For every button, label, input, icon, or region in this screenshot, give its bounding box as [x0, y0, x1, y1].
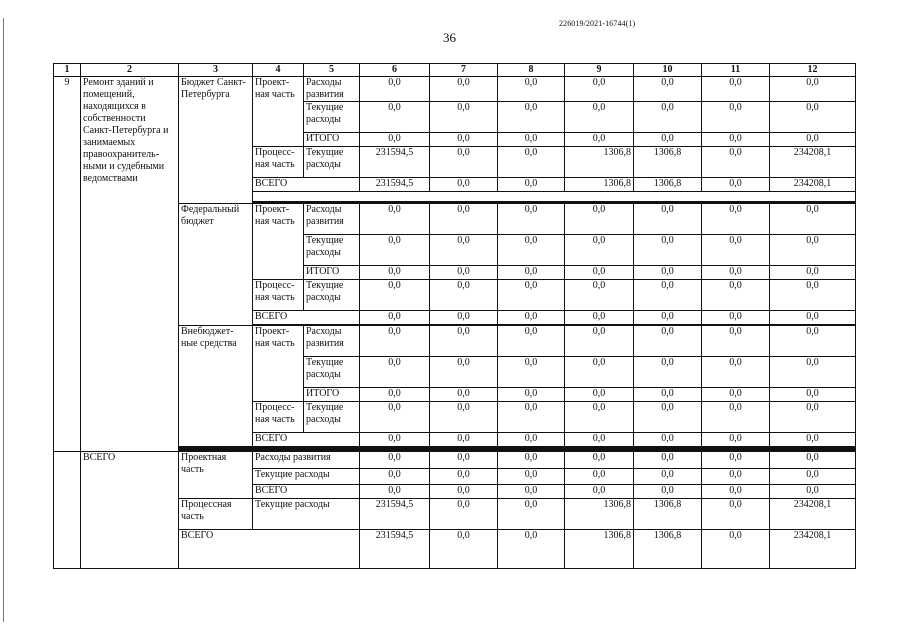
value-cell: 0,0 [634, 388, 702, 402]
value-cell: 0,0 [498, 452, 565, 469]
value-cell: 0,0 [634, 133, 702, 147]
value-cell: 0,0 [702, 280, 770, 311]
value-cell: 0,0 [634, 102, 702, 133]
current-expenses-label: Текущие расходы [253, 499, 360, 530]
value-cell: 0,0 [565, 235, 634, 266]
value-cell: 0,0 [498, 357, 565, 388]
value-cell: 0,0 [430, 485, 498, 499]
value-cell: 0,0 [565, 204, 634, 235]
row-description: Ремонт зданий и помещений, находящихся в собственности Санкт-Петербурга и занимаемых правоохранитель-ными и судебными ведомствами [81, 77, 179, 452]
vsego-label: ВСЕГО [253, 178, 360, 192]
value-cell: 0,0 [634, 357, 702, 388]
value-cell: 0,0 [702, 77, 770, 102]
value-cell: 0,0 [498, 204, 565, 235]
dev-expenses-label: Расходы развития [253, 452, 360, 469]
value-cell: 0,0 [702, 133, 770, 147]
value-cell: 0,0 [702, 311, 770, 325]
value-cell: 0,0 [430, 147, 498, 178]
page-number: 36 [443, 30, 456, 45]
value-cell: 0,0 [498, 178, 565, 192]
value-cell: 0,0 [565, 311, 634, 325]
header-cell: 5 [304, 64, 360, 77]
project-part-label: Проект-ная часть [253, 77, 304, 147]
value-cell: 0,0 [770, 204, 856, 235]
value-cell: 0,0 [360, 452, 430, 469]
value-cell: 0,0 [360, 102, 430, 133]
value-cell: 0,0 [770, 311, 856, 325]
value-cell: 0,0 [430, 266, 498, 280]
value-cell: 0,0 [634, 469, 702, 485]
value-cell: 0,0 [498, 133, 565, 147]
value-cell: 0,0 [565, 266, 634, 280]
dev-expenses-label: Расходы развития [304, 326, 360, 357]
value-cell: 0,0 [702, 469, 770, 485]
header-cell: 8 [498, 64, 565, 77]
value-cell: 0,0 [498, 147, 565, 178]
current-expenses-label: Текущие расходы [304, 235, 360, 266]
itogo-label: ИТОГО [304, 266, 360, 280]
current-expenses-label: Текущие расходы [253, 469, 360, 485]
value-cell: 0,0 [770, 77, 856, 102]
value-cell: 0,0 [360, 266, 430, 280]
value-cell: 234208,1 [770, 499, 856, 530]
itogo-label: ИТОГО [304, 388, 360, 402]
value-cell: 0,0 [634, 311, 702, 325]
project-part-label: Проект-ная часть [253, 326, 304, 402]
header-cell: 7 [430, 64, 498, 77]
value-cell: 0,0 [360, 485, 430, 499]
value-cell: 0,0 [430, 402, 498, 433]
value-cell: 0,0 [565, 452, 634, 469]
value-cell: 0,0 [702, 235, 770, 266]
value-cell: 0,0 [498, 235, 565, 266]
value-cell: 0,0 [498, 433, 565, 447]
value-cell: 0,0 [634, 235, 702, 266]
project-part-label: Проект-ная часть [253, 204, 304, 280]
value-cell: 1306,8 [634, 178, 702, 192]
dev-expenses-label: Расходы развития [304, 77, 360, 102]
value-cell: 0,0 [565, 469, 634, 485]
value-cell: 0,0 [770, 102, 856, 133]
value-cell: 234208,1 [770, 530, 856, 569]
value-cell: 0,0 [498, 388, 565, 402]
value-cell: 0,0 [770, 357, 856, 388]
value-cell: 0,0 [634, 433, 702, 447]
process-part-label: Процесс-ная часть [253, 280, 304, 311]
value-cell: 231594,5 [360, 530, 430, 569]
value-cell: 0,0 [702, 388, 770, 402]
vsego-label: ВСЕГО [253, 311, 360, 325]
dev-expenses-label: Расходы развития [304, 204, 360, 235]
value-cell: 0,0 [565, 485, 634, 499]
value-cell: 0,0 [565, 133, 634, 147]
value-cell: 0,0 [360, 280, 430, 311]
value-cell: 0,0 [634, 204, 702, 235]
header-cell: 4 [253, 64, 304, 77]
value-cell: 0,0 [360, 77, 430, 102]
document-id: 226019/2021-16744(1) [559, 19, 636, 28]
value-cell: 1306,8 [565, 530, 634, 569]
value-cell: 0,0 [430, 280, 498, 311]
value-cell: 0,0 [498, 280, 565, 311]
value-cell: 0,0 [498, 102, 565, 133]
value-cell: 0,0 [565, 280, 634, 311]
budget-spb-label: Бюджет Санкт-Петербурга [179, 77, 253, 204]
value-cell: 231594,5 [360, 499, 430, 530]
header-cell: 10 [634, 64, 702, 77]
grand-total-label: ВСЕГО [179, 530, 360, 569]
value-cell: 0,0 [770, 235, 856, 266]
value-cell: 0,0 [430, 77, 498, 102]
current-expenses-label: Текущие расходы [304, 102, 360, 133]
header-cell: 9 [565, 64, 634, 77]
process-part-full-label: Процессная часть [179, 499, 253, 530]
value-cell: 0,0 [634, 280, 702, 311]
value-cell: 0,0 [770, 402, 856, 433]
value-cell: 0,0 [430, 499, 498, 530]
value-cell: 231594,5 [360, 178, 430, 192]
value-cell: 0,0 [770, 469, 856, 485]
value-cell: 1306,8 [565, 178, 634, 192]
current-expenses-label: Текущие расходы [304, 357, 360, 388]
current-expenses-label: Текущие расходы [304, 147, 360, 178]
total-label: ВСЕГО [81, 452, 179, 569]
value-cell: 0,0 [702, 204, 770, 235]
value-cell: 0,0 [360, 357, 430, 388]
value-cell: 0,0 [702, 357, 770, 388]
value-cell: 0,0 [702, 266, 770, 280]
process-part-label: Процесс-ная часть [253, 402, 304, 433]
value-cell: 0,0 [770, 133, 856, 147]
value-cell: 0,0 [430, 102, 498, 133]
value-cell: 0,0 [498, 266, 565, 280]
value-cell: 1306,8 [634, 499, 702, 530]
value-cell: 0,0 [770, 266, 856, 280]
value-cell: 0,0 [430, 433, 498, 447]
value-cell: 0,0 [565, 326, 634, 357]
value-cell: 0,0 [498, 469, 565, 485]
value-cell: 0,0 [634, 326, 702, 357]
header-cell: 12 [770, 64, 856, 77]
value-cell: 0,0 [498, 77, 565, 102]
value-cell: 0,0 [430, 235, 498, 266]
value-cell: 0,0 [430, 530, 498, 569]
value-cell: 0,0 [770, 433, 856, 447]
value-cell: 0,0 [360, 311, 430, 325]
value-cell: 0,0 [430, 311, 498, 325]
value-cell: 0,0 [702, 499, 770, 530]
value-cell: 0,0 [770, 485, 856, 499]
value-cell: 0,0 [498, 530, 565, 569]
value-cell: 0,0 [360, 388, 430, 402]
value-cell: 0,0 [565, 402, 634, 433]
value-cell: 0,0 [702, 178, 770, 192]
value-cell: 0,0 [565, 433, 634, 447]
process-part-label: Процесс-ная часть [253, 147, 304, 178]
value-cell: 0,0 [702, 402, 770, 433]
value-cell: 234208,1 [770, 147, 856, 178]
header-cell: 1 [54, 64, 81, 77]
value-cell: 0,0 [702, 530, 770, 569]
value-cell: 1306,8 [565, 499, 634, 530]
value-cell: 1306,8 [634, 530, 702, 569]
value-cell: 0,0 [634, 402, 702, 433]
value-cell: 0,0 [702, 326, 770, 357]
value-cell: 0,0 [634, 266, 702, 280]
budget-table [53, 63, 856, 569]
value-cell: 0,0 [360, 133, 430, 147]
value-cell: 0,0 [498, 311, 565, 325]
value-cell: 231594,5 [360, 147, 430, 178]
value-cell: 0,0 [360, 469, 430, 485]
header-row [54, 64, 856, 77]
value-cell: 0,0 [430, 452, 498, 469]
value-cell: 0,0 [430, 357, 498, 388]
value-cell: 0,0 [360, 433, 430, 447]
table-row [54, 452, 856, 469]
value-cell: 0,0 [360, 402, 430, 433]
value-cell: 0,0 [498, 499, 565, 530]
value-cell: 0,0 [430, 469, 498, 485]
vsego-label: ВСЕГО [253, 433, 360, 447]
scan-edge-line [3, 18, 4, 622]
header-cell: 2 [81, 64, 179, 77]
value-cell: 0,0 [702, 102, 770, 133]
value-cell: 0,0 [634, 452, 702, 469]
value-cell: 0,0 [498, 485, 565, 499]
header-cell: 11 [702, 64, 770, 77]
value-cell: 0,0 [565, 102, 634, 133]
value-cell: 0,0 [770, 280, 856, 311]
value-cell: 0,0 [702, 452, 770, 469]
budget-fed-label: Федеральный бюджет [179, 204, 253, 326]
table-row [54, 77, 856, 102]
value-cell: 0,0 [430, 204, 498, 235]
header-cell: 3 [179, 64, 253, 77]
itogo-label: ИТОГО [304, 133, 360, 147]
value-cell: 0,0 [430, 388, 498, 402]
value-cell: 0,0 [770, 452, 856, 469]
project-part-full-label: Проектная часть [179, 452, 253, 499]
current-expenses-label: Текущие расходы [304, 280, 360, 311]
value-cell: 0,0 [498, 326, 565, 357]
empty-cell [54, 452, 81, 569]
value-cell: 0,0 [565, 77, 634, 102]
value-cell: 0,0 [430, 178, 498, 192]
vsego-label: ВСЕГО [253, 485, 360, 499]
value-cell: 0,0 [565, 388, 634, 402]
header-cell: 6 [360, 64, 430, 77]
value-cell: 0,0 [430, 326, 498, 357]
value-cell: 0,0 [498, 402, 565, 433]
budget-ext-label: Внебюджет-ные средства [179, 326, 253, 447]
value-cell: 0,0 [634, 77, 702, 102]
value-cell: 1306,8 [634, 147, 702, 178]
value-cell: 234208,1 [770, 178, 856, 192]
value-cell: 0,0 [770, 388, 856, 402]
value-cell: 0,0 [770, 326, 856, 357]
spacer-cell [253, 192, 856, 202]
value-cell: 0,0 [702, 433, 770, 447]
value-cell: 0,0 [634, 485, 702, 499]
row-number: 9 [54, 77, 81, 452]
value-cell: 0,0 [430, 133, 498, 147]
value-cell: 0,0 [360, 326, 430, 357]
value-cell: 0,0 [360, 235, 430, 266]
value-cell: 1306,8 [565, 147, 634, 178]
current-expenses-label: Текущие расходы [304, 402, 360, 433]
value-cell: 0,0 [702, 485, 770, 499]
value-cell: 0,0 [565, 357, 634, 388]
value-cell: 0,0 [702, 147, 770, 178]
value-cell: 0,0 [360, 204, 430, 235]
